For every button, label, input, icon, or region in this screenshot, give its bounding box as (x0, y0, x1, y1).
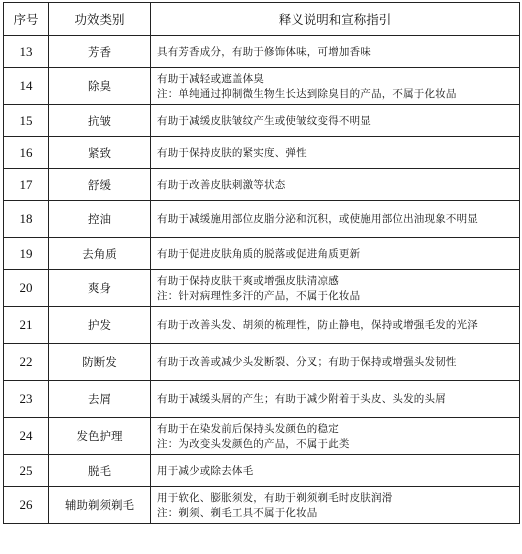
row-no: 20 (4, 270, 49, 307)
row-description (151, 238, 520, 270)
row-category: 辅助剃须剃毛 (49, 487, 151, 524)
row-no: 26 (4, 487, 49, 524)
header-description: 释义说明和宣称指引 (151, 3, 520, 36)
row-no: 13 (4, 36, 49, 68)
table-row (4, 201, 520, 238)
description-line: 有助于在染发前后保持头发颜色的稳定 (157, 422, 339, 435)
table-row (4, 270, 520, 307)
row-no: 21 (4, 307, 49, 344)
description-line: 有助于促进皮肤角质的脱落或促进角质更新 (157, 247, 361, 260)
row-category: 芳香 (49, 36, 151, 68)
table-row (4, 344, 520, 381)
row-no: 22 (4, 344, 49, 381)
description-line: 用于减少或除去体毛 (157, 464, 254, 477)
description-note: 注：单纯通过抑制微生物生长达到除臭目的产品，不属于化妆品 (157, 87, 457, 100)
row-no: 17 (4, 169, 49, 201)
description-line: 有助于减缓皮肤皱纹产生或使皱纹变得不明显 (157, 114, 371, 127)
row-category: 去角质 (49, 238, 151, 270)
row-no: 14 (4, 68, 49, 105)
table-row (4, 418, 520, 455)
row-description (151, 455, 520, 487)
row-description (151, 36, 520, 68)
description-line: 有助于改善或减少头发断裂、分叉；有助于保持或增强头发韧性 (157, 356, 457, 368)
description-note: 注：针对病理性多汗的产品，不属于化妆品 (157, 289, 361, 302)
table-row (4, 381, 520, 418)
row-description (151, 418, 520, 455)
table-row (4, 455, 520, 487)
table-row (4, 36, 520, 68)
row-no: 18 (4, 201, 49, 238)
row-category: 舒缓 (49, 169, 151, 201)
row-category: 防断发 (49, 344, 151, 381)
row-description (151, 270, 520, 307)
row-category: 去屑 (49, 381, 151, 418)
description-line: 有助于保持皮肤干爽或增强皮肤清凉感 (157, 274, 339, 287)
row-description (151, 169, 520, 201)
row-description (151, 201, 520, 238)
row-category: 抗皱 (49, 105, 151, 137)
table-row (4, 487, 520, 524)
efficacy-category-table (3, 2, 520, 524)
row-description (151, 307, 520, 344)
table-row (4, 105, 520, 137)
header-no: 序号 (4, 3, 49, 36)
row-category: 发色护理 (49, 418, 151, 455)
row-description (151, 137, 520, 169)
table-row (4, 238, 520, 270)
document-page (3, 2, 519, 552)
row-description (151, 68, 520, 105)
row-category: 护发 (49, 307, 151, 344)
description-line: 用于软化、膨胀须发，有助于剃须剃毛时皮肤润滑 (157, 491, 393, 504)
row-description (151, 105, 520, 137)
table-row (4, 307, 520, 344)
table-row (4, 68, 520, 105)
row-no: 16 (4, 137, 49, 169)
row-category: 除臭 (49, 68, 151, 105)
description-line: 有助于改善头发、胡须的梳理性，防止静电，保持或增强毛发的光泽 (157, 319, 478, 331)
table-header-row (4, 3, 520, 36)
description-line: 具有芳香成分，有助于修饰体味，可增加香味 (157, 45, 371, 58)
description-line: 有助于减缓头屑的产生；有助于减少附着于头皮、头发的头屑 (157, 393, 446, 405)
description-line: 有助于减轻或遮盖体臭 (157, 72, 264, 85)
header-category: 功效类别 (49, 3, 151, 36)
row-no: 15 (4, 105, 49, 137)
row-description (151, 487, 520, 524)
row-no: 23 (4, 381, 49, 418)
description-note: 注：为改变头发颜色的产品，不属于此类 (157, 437, 350, 450)
table-row (4, 169, 520, 201)
description-line: 有助于减缓施用部位皮脂分泌和沉积，或使施用部位出油现象不明显 (157, 213, 478, 225)
row-category: 控油 (49, 201, 151, 238)
description-line: 有助于改善皮肤刺激等状态 (157, 178, 286, 191)
table-row (4, 137, 520, 169)
row-description (151, 344, 520, 381)
description-note: 注：剃须、剃毛工具不属于化妆品 (157, 506, 318, 519)
description-line: 有助于保持皮肤的紧实度、弹性 (157, 146, 307, 159)
row-description (151, 381, 520, 418)
row-category: 脱毛 (49, 455, 151, 487)
row-category: 紧致 (49, 137, 151, 169)
row-category: 爽身 (49, 270, 151, 307)
row-no: 24 (4, 418, 49, 455)
row-no: 25 (4, 455, 49, 487)
row-no: 19 (4, 238, 49, 270)
